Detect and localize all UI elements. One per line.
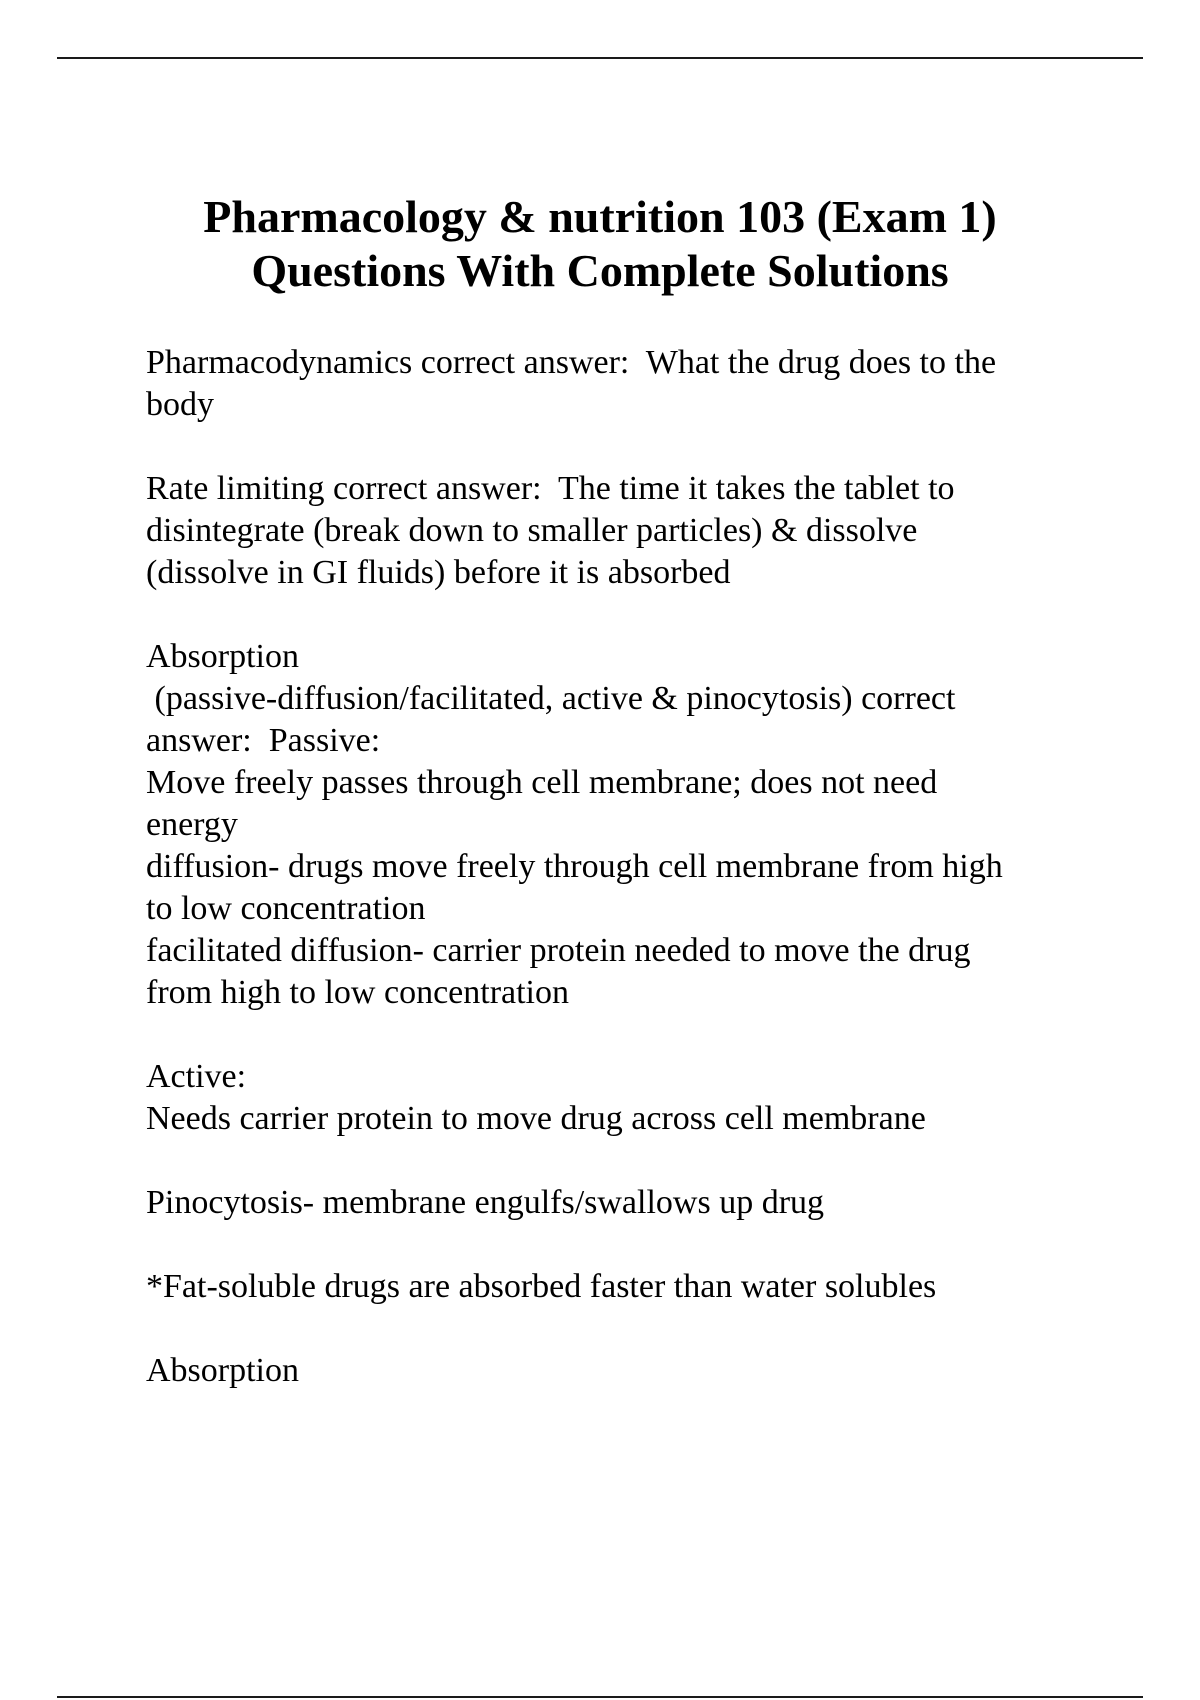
qa-absorption-next	[146, 1350, 1086, 1392]
text-line: Absorption	[146, 638, 299, 675]
text-line: diffusion- drugs move freely through cell membrane from high	[146, 848, 1003, 885]
text-line: Move freely passes through cell membrane; does not need	[146, 764, 938, 801]
text-line: to low concentration	[146, 890, 426, 927]
text-line: energy	[146, 806, 238, 843]
text-line: Rate limiting correct answer: The time it takes the tablet to	[146, 470, 955, 507]
active-transport-note	[146, 1056, 1086, 1140]
qa-rate-limiting	[146, 468, 1086, 594]
top-divider	[57, 57, 1143, 59]
text-line: from high to low concentration	[146, 974, 570, 1011]
text-line: (dissolve in GI fluids) before it is absorbed	[146, 554, 731, 591]
document-body	[146, 342, 1086, 1434]
pinocytosis-note	[146, 1182, 1086, 1224]
text-line: facilitated diffusion- carrier protein needed to move the drug	[146, 932, 971, 969]
text-line: Active:	[146, 1058, 247, 1095]
text-line: (passive-diffusion/facilitated, active & pinocytosis) correct	[146, 680, 956, 717]
bottom-divider	[57, 1696, 1143, 1698]
page-title	[0, 190, 1200, 298]
text-line: Needs carrier protein to move drug across cell membrane	[146, 1100, 926, 1137]
title-line-2: Questions With Complete Solutions	[251, 245, 949, 296]
text-line: disintegrate (break down to smaller particles) & dissolve	[146, 512, 918, 549]
fat-soluble-note	[146, 1266, 1086, 1308]
text-line: *Fat-soluble drugs are absorbed faster than water solubles	[146, 1268, 937, 1305]
qa-pharmacodynamics	[146, 342, 1086, 426]
text-line: body	[146, 386, 214, 423]
text-line: Absorption	[146, 1352, 299, 1389]
text-line: Pinocytosis- membrane engulfs/swallows up drug	[146, 1184, 825, 1221]
qa-absorption	[146, 636, 1086, 1014]
text-line: Pharmacodynamics correct answer: What the drug does to the	[146, 344, 997, 381]
text-line: answer: Passive:	[146, 722, 381, 759]
title-line-1: Pharmacology & nutrition 103 (Exam 1)	[203, 191, 997, 242]
